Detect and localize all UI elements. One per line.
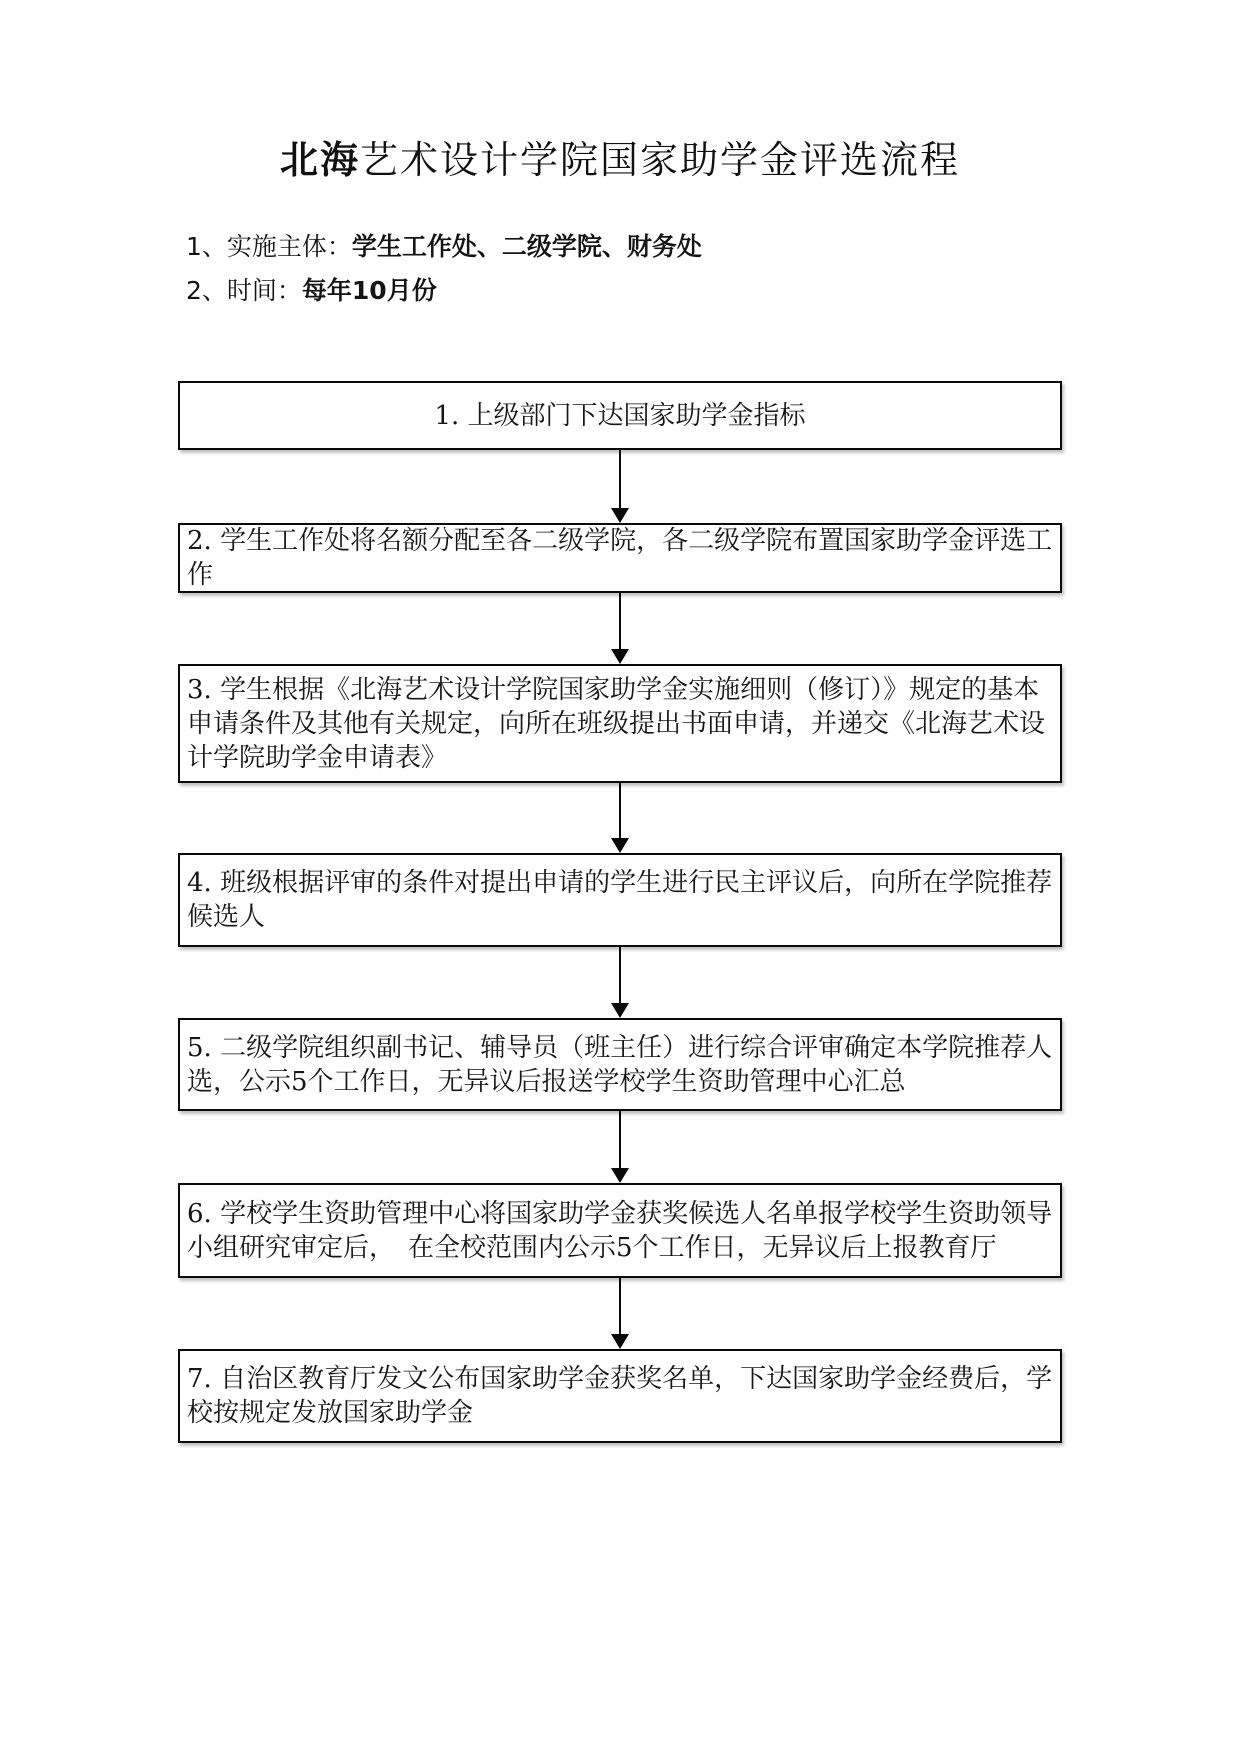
- flow-arrow-1-down-icon: [611, 450, 629, 523]
- flow-step-6: [178, 1183, 1062, 1278]
- flow-step-3: [178, 664, 1062, 783]
- flow-arrow-3-down-icon: [611, 783, 629, 853]
- flow-step-1: [178, 381, 1062, 450]
- flow-arrow-6-down-icon: [611, 1278, 629, 1349]
- meta-item-time-value: 每年10月份: [301, 276, 437, 305]
- flow-step-3-text: 3. 学生根据《北海艺术设计学院国家助学金实施细则（修订）》规定的基本申请条件及其他有关规定，向所在班级提出书面申请，并递交《北海艺术设计学院助学金申请表》: [187, 674, 1046, 773]
- meta-item-time: [186, 276, 437, 306]
- page-title-emphasis: 北海: [279, 138, 360, 183]
- meta-item-time-label: 2、时间：: [186, 276, 302, 305]
- flow-arrow-2-down-icon: [611, 593, 629, 664]
- page-title: [0, 137, 1240, 183]
- meta-item-subject-value: 学生工作处、二级学院、财务处: [351, 232, 702, 261]
- flow-step-1-text: 1. 上级部门下达国家助学金指标: [434, 400, 806, 431]
- flow-step-5: [178, 1018, 1062, 1111]
- flow-arrow-4-down-icon: [611, 947, 629, 1018]
- flow-step-2: [178, 523, 1062, 593]
- flow-step-2-text: 2. 学生工作处将名额分配至各二级学院，各二级学院布置国家助学金评选工作: [187, 526, 1053, 590]
- meta-item-subject-label: 1、实施主体：: [186, 232, 352, 261]
- flow-step-7-text: 7. 自治区教育厅发文公布国家助学金获奖名单，下达国家助学金经费后，学校按规定发放国家助学金: [187, 1364, 1053, 1428]
- flow-step-4: [178, 853, 1062, 947]
- flow-step-5-text: 5. 二级学院组织副书记、辅导员（班主任）进行综合评审确定本学院推荐人选，公示5个工作日，无异议后报送学校学生资助管理中心汇总: [187, 1032, 1053, 1097]
- flow-step-6-text: 6. 学校学生资助管理中心将国家助学金获奖候选人名单报学校学生资助领导小组研究审定后， 在全校范围内公示5个工作日，无异议后上报教育厅: [187, 1198, 1053, 1263]
- flow-step-7: [178, 1349, 1062, 1443]
- meta-item-subject: [186, 232, 702, 262]
- page-title-rest: 艺术设计学院国家助学金评选流程: [360, 138, 961, 183]
- flow-step-4-text: 4. 班级根据评审的条件对提出申请的学生进行民主评议后，向所在学院推荐候选人: [187, 868, 1053, 932]
- flow-arrow-5-down-icon: [611, 1111, 629, 1183]
